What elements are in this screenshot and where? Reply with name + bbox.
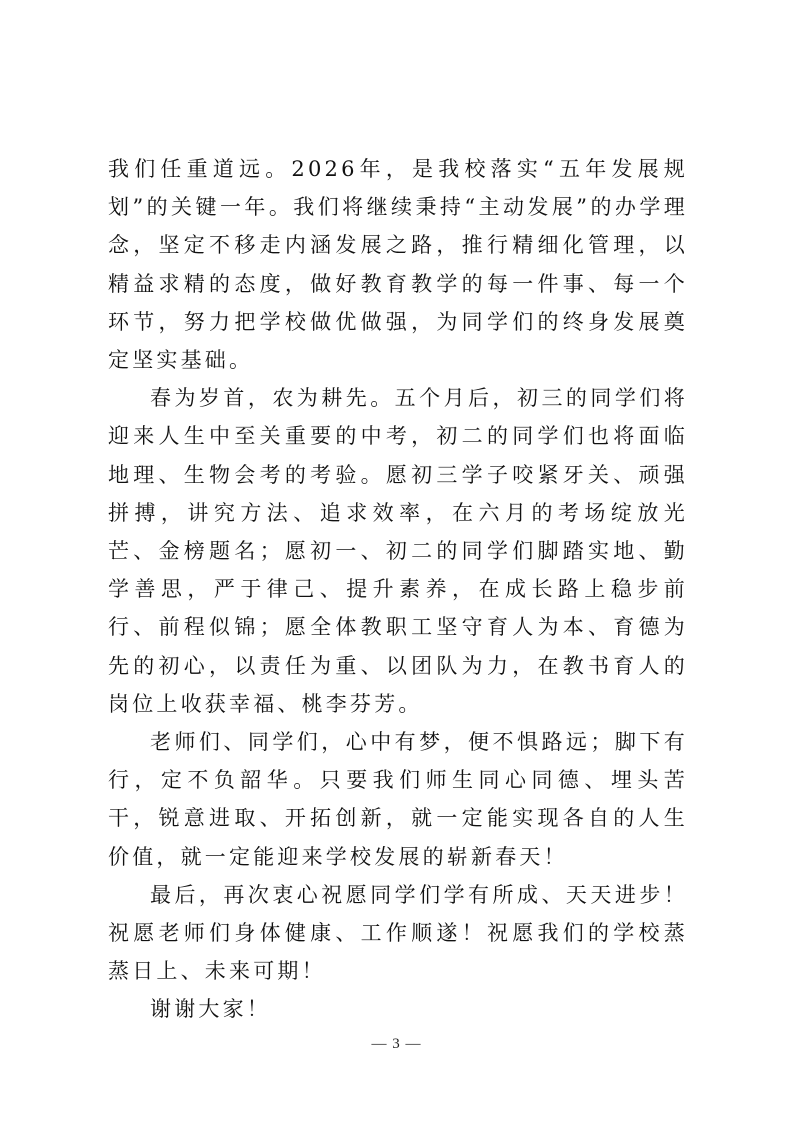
paragraph-wishes: 春为岁首，农为耕先。五个月后，初三的同学们将迎来人生中至关重要的中考，初二的同学们也将面临地理、生物会考的考验。愿初三学子咬紧牙关、顽强拼搏，讲究方法、追求效率，在六月的考场绽放光芒、金榜题名；愿初一、初二的同学们脚踏实地、勤学善思，严于律己、提升素养，在成长路上稳步前行、前程似锦；愿全体教职工坚守育人为本、育德为先的初心，以责任为重、以团队为力，在教书育人的岗位上收获幸福、桃李芬芳。 — [108, 386, 688, 716]
document-body — [108, 150, 688, 1029]
paragraph-encouragement: 老师们、同学们，心中有梦，便不惧路远；脚下有行，定不负韶华。只要我们师生同心同德、埋头苦干，锐意进取、开拓创新，就一定能实现各自的人生价值，就一定能迎来学校发展的崭新春天！ — [108, 730, 688, 869]
paragraph-thanks: 谢谢大家！ — [150, 997, 271, 1022]
paragraph-continuation: 我们任重道远。2026年，是我校落实“五年发展规划”的关键一年。我们将继续秉持“主动发展”的办学理念，坚定不移走内涵发展之路，推行精细化管理，以精益求精的态度，做好教育教学的每一件事、每一个环节，努力把学校做优做强，为同学们的终身发展奠定坚实基础。 — [108, 157, 688, 373]
paragraph-closing-wishes: 最后，再次衷心祝愿同学们学有所成、天天进步！祝愿老师们身体健康、工作顺遂！祝愿我们的学校蒸蒸日上、未来可期！ — [108, 882, 688, 984]
page-number: — 3 — — [371, 1036, 422, 1052]
